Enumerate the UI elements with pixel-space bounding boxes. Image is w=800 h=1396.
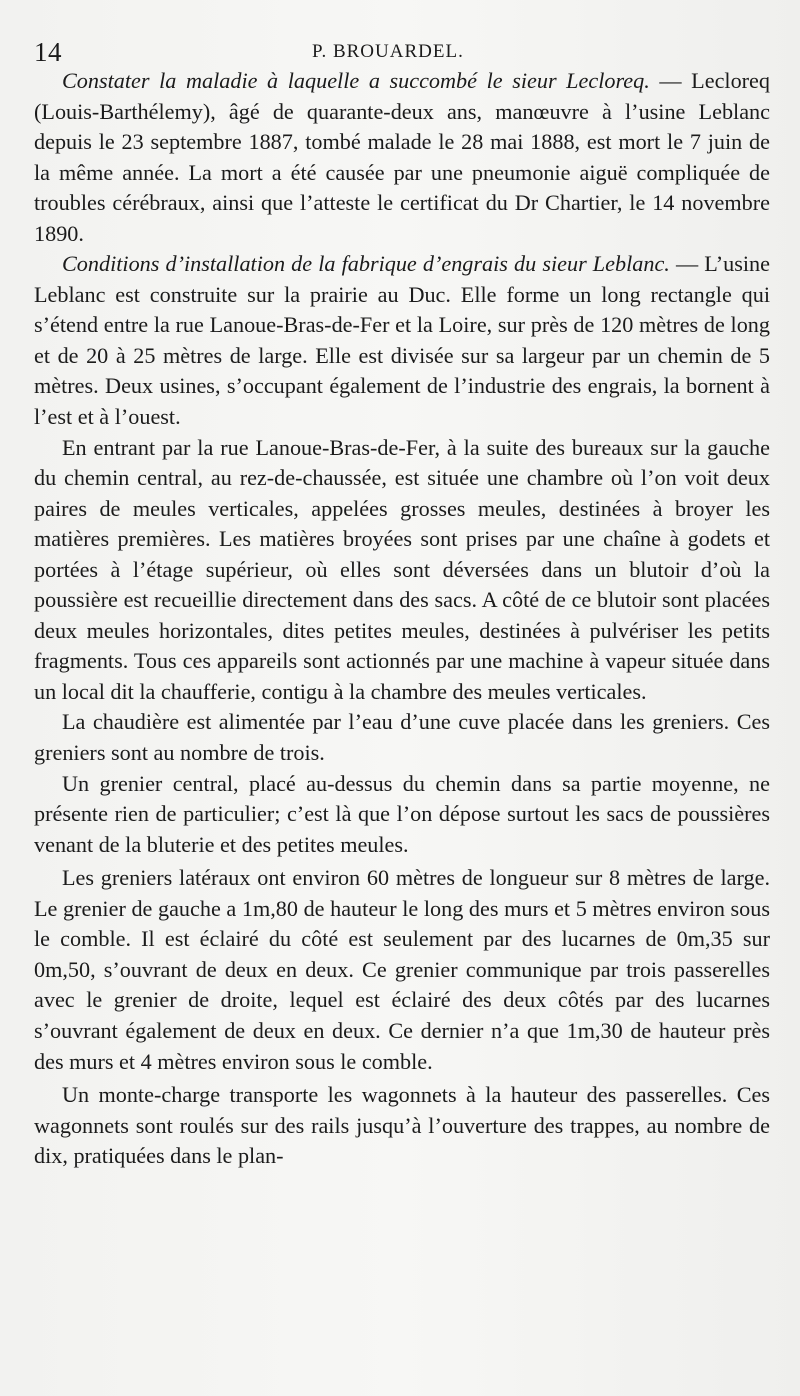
paragraph-text: — Lecloreq (Louis-Barthélemy), âgé de quarante-deux ans, manœuvre à l’usine Leblanc depuis le 23 septembre 1887, tombé malade le 28 mai 1888, est mort le 7 juin de la même année. La mort a été causée par une pneumonie aiguë compliquée de troubles cérébraux, ainsi que l’atteste le certificat du Dr Chartier, le 14 novembre 1890. xyxy=(34,68,771,246)
paragraph-text: — L’usine Leblanc est construite sur la prairie au Duc. Elle forme un long rectangle qui s’étend entre la rue Lanoue-Bras-de-Fer et la Loire, sur près de 120 mètres de long et de 20 à 25 mètres de large. Elle est divisée sur sa largeur par un chemin de 5 mètres. Deux usines, s’occupant également de l’industrie des engrais, la bornent à l’est et à l’ouest. xyxy=(34,251,770,430)
paragraph-7 xyxy=(34,1080,770,1172)
paragraph-6 xyxy=(34,863,770,1077)
paragraph-text: Un monte-charge transporte les wagonnets à la hauteur des passerelles. Ces wagonnets sont roulés sur des rails jusqu’à l’ouverture des trappes, au nombre de dix, pratiquées dans le plan- xyxy=(34,1082,770,1169)
page-number: 14 xyxy=(34,37,62,67)
paragraph-2 xyxy=(34,249,770,432)
paragraph-rubric: Constater la maladie à laquelle a succombé le sieur Lecloreq. xyxy=(62,68,650,93)
body-text xyxy=(34,66,770,1172)
paragraph-text: La chaudière est alimentée par l’eau d’une cuve placée dans les greniers. Ces greniers sont au nombre de trois. xyxy=(34,709,770,766)
running-head: P. BROUARDEL. xyxy=(312,41,464,62)
paragraph-rubric: Conditions d’installation de la fabrique d’engrais du sieur Leblanc. xyxy=(62,251,670,277)
paragraph-4 xyxy=(34,707,770,768)
paragraph-5 xyxy=(34,769,770,861)
paragraph-3 xyxy=(34,433,770,708)
paragraph-text: Un grenier central, placé au-dessus du chemin dans sa partie moyenne, ne présente rien de particulier; c’est là que l’on dépose surtout les sacs de poussières venant de la bluterie et des petites meules. xyxy=(34,770,770,857)
paragraph-1 xyxy=(34,66,770,249)
paragraph-text: En entrant par la rue Lanoue-Bras-de-Fer, à la suite des bureaux sur la gauche du chemin central, au rez-de-chaussée, est située une chambre où l’on voit deux paires de meules verticales, appelées grosses meules, destinées à broyer les matières premières. Les matières broyées sont prises par une chaîne à godets et portées à l’étage supérieur, où elles sont déversées dans un blutoir d’où la poussière est recueillie directement dans des sacs. A côté de ce blutoir sont placées deux meules horizontales, dites petites meules, destinées à pulvériser les petits fragments. Tous ces appareils sont actionnés par une machine à vapeur située dans un local dit la chaufferie, contigu à la chambre des meules verticales. xyxy=(34,434,770,704)
paragraph-text: Les greniers latéraux ont environ 60 mètres de longueur sur 8 mètres de large. Le grenier de gauche a 1m,80 de hauteur le long des murs et 5 mètres environ sous le comble. Il est éclairé du côté est seulement par des lucarnes de 0m,35 sur 0m,50, s’ouvrant de deux en deux. Ce grenier communique par trois passerelles avec le grenier de droite, lequel est éclairé des deux côtés par des lucarnes s’ouvrant également de deux en deux. Ce dernier n’a que 1m,30 de hauteur près des murs et 4 mètres environ sous le comble. xyxy=(34,865,770,1074)
page-header xyxy=(34,34,774,70)
